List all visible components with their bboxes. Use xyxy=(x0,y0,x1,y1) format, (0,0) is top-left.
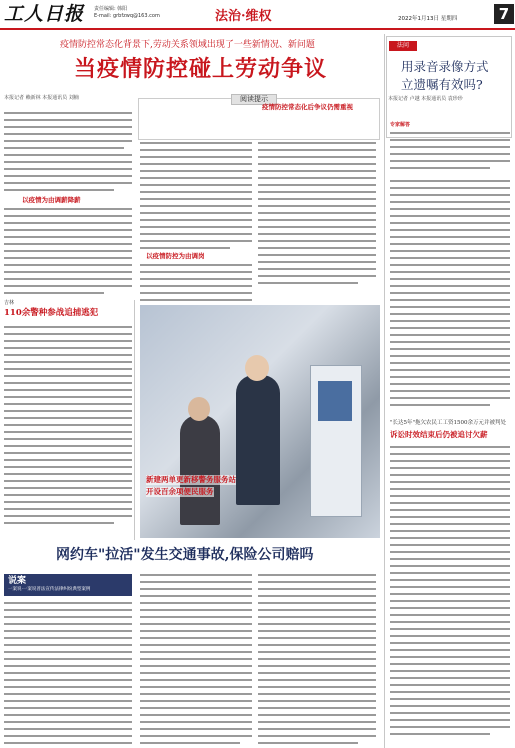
page-number-text: 7 xyxy=(498,5,510,23)
news-photo xyxy=(140,305,380,538)
case-subhead: 一案说·一案说普法宣传法律纠纷典型案例 xyxy=(8,587,91,592)
issue-date: 2022年1月13日 星期四 xyxy=(398,16,458,22)
question-line-2: 立遗嘱有效吗? xyxy=(401,77,483,92)
masthead-rule xyxy=(0,28,515,30)
case-tag-box xyxy=(4,574,132,596)
masthead xyxy=(0,0,515,30)
section-head-1: 以疫情为由调薪降薪 xyxy=(22,196,81,204)
answer-label: 专家解答 xyxy=(390,122,411,128)
lead-column-3 xyxy=(258,142,376,322)
photo-kiosk-screen xyxy=(318,381,352,421)
bottom-col-1 xyxy=(4,602,132,748)
bottom-col-2 xyxy=(140,574,252,748)
rule-right-column xyxy=(384,34,385,748)
question-line-1: 用录音录像方式 xyxy=(401,59,489,74)
bottom-col-3 xyxy=(258,574,376,748)
mid-story-headline: 110余警种参战追捕逃犯 xyxy=(4,308,99,318)
section-head-2: 以疫情防控为由调岗 xyxy=(146,252,205,260)
right-second-text xyxy=(390,446,510,746)
section-title: 法治·维权 xyxy=(215,9,272,24)
lead-column-1 xyxy=(4,104,132,304)
mid-story xyxy=(4,300,132,540)
law-question-tag-text: 法问 xyxy=(396,42,409,49)
photo-person-left-head xyxy=(188,397,210,421)
photo-officer-figure xyxy=(236,375,280,505)
case-tag: 说案 xyxy=(8,576,27,586)
newspaper-logo: 工人日报 xyxy=(4,3,85,25)
lead-byline: 本报记者 赖新林 本报通讯员 刘楠 xyxy=(4,95,79,101)
editor-name: 责任编辑: 韩阳 xyxy=(94,6,128,12)
mid-story-prefix: 吉林 xyxy=(4,300,15,306)
rule-col1 xyxy=(134,300,135,540)
page-number xyxy=(494,4,514,24)
bottom-headline: 网约车"拉活"发生交通事故,保险公司赔吗 xyxy=(56,547,314,563)
photo-person-left xyxy=(180,415,220,525)
section-head-3: 疫情防控常态化后争议仍需重视 xyxy=(262,103,353,111)
photo-caption-2: 开设百余项便民服务 xyxy=(146,487,214,496)
reading-prompt-title: 阅读提示 xyxy=(231,94,277,105)
photo-caption-1: 新建两单更新移警务服务站 xyxy=(146,475,236,484)
right-byline: 本报记者 卢越 本报通讯员 袁珍珍 xyxy=(388,96,463,102)
right-second-head-2: 诉讼时效结束后仍被追讨欠薪 xyxy=(390,430,488,439)
right-second-head-1: "长达5年"拖欠农民工工资1500余万元并被判处 xyxy=(390,420,507,426)
lead-headline: 当疫情防控碰上劳动争议 xyxy=(74,56,328,82)
photo-officer-head xyxy=(245,355,269,381)
editor-email: E-mail: grbfzwq@163.com xyxy=(94,13,160,19)
lead-kicker: 疫情防控常态化背景下,劳动关系领域出现了一些新情况、新问题 xyxy=(60,40,315,50)
law-question-tag xyxy=(389,41,417,51)
